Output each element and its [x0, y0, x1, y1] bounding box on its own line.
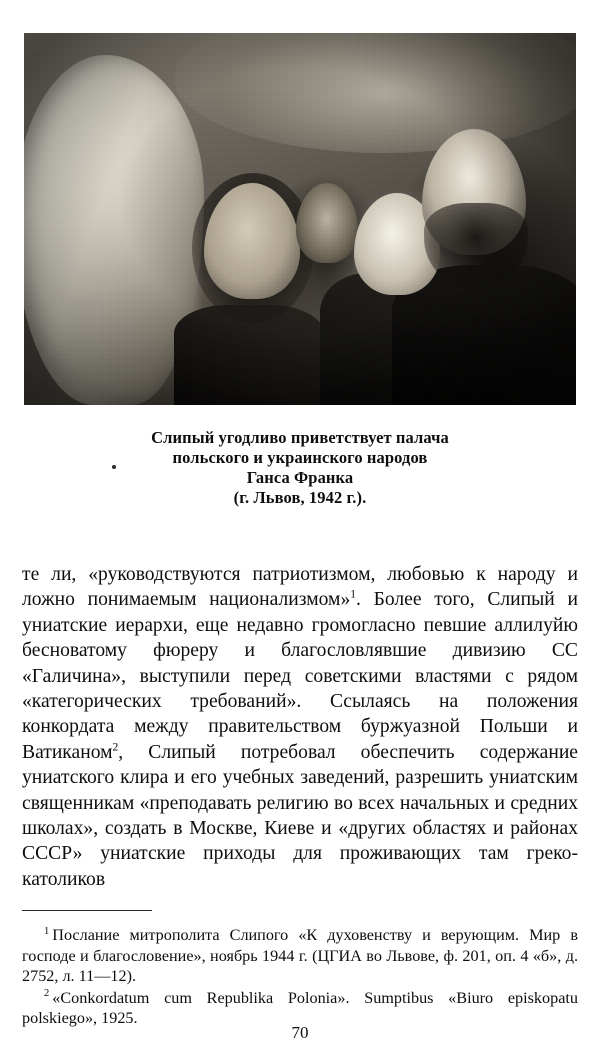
footnote-separator: [22, 910, 152, 911]
page-ink-mark: [112, 465, 116, 469]
historical-photograph: [24, 33, 576, 405]
body-text: [22, 562, 578, 892]
photo-image: [24, 33, 576, 405]
footnote-reference-2: 2: [112, 741, 119, 754]
footnote-text-2: «Conkordatum cum Republika Polonia». Sumptibus «Biuro episkopatu polskiego», 1925.: [22, 988, 578, 1028]
caption-line-3: Ганса Франка: [246, 468, 354, 487]
body-paragraph: [22, 562, 578, 892]
body-text-part-2: . Более того, Слипый и униатские иерархи, еще недавно громогласно певшие аллилуйю бесноватому фюреру и благословлявшие дивизию СС «Галичина», выступили перед советскими властями с рядом «категорических требований». Ссылаясь на положения конкордата между правительством буржуазной Польши и Ватиканом: [22, 589, 578, 763]
body-text-part-1: те ли, «руководствуются патриотизмом, любовью к народу и ложно понимаемым национализмом»: [22, 564, 578, 611]
body-text-part-3: , Слипый потребовал обеспечить содержание униатского клира и его учебных заведений, разрешить униатским священникам «преподавать религию во всех начальных и средних школах», создать в Москве, Киеве и «других областях и районах СССР» униатские приходы для проживающих там греко-католиков: [22, 741, 578, 890]
footnotes-section: [22, 925, 578, 1029]
footnote-reference-1: 1: [350, 588, 356, 601]
photo-grain-texture: [24, 33, 576, 405]
caption-line-4: (г. Львов, 1942 г.).: [233, 488, 367, 507]
caption-line-1: Слипый угодливо приветствует палача: [151, 428, 449, 447]
footnote-marker-1: 1: [44, 925, 50, 937]
footnote-marker-2: 2: [44, 988, 50, 1000]
caption-line-2: польского и украинского народов: [172, 448, 428, 467]
footnote-text-1: Послание митрополита Слипого «К духовенству и верующим. Мир в господе и благословение», ноябрь 1944 г. (ЦГИА во Львове, ф. 201, оп. 4 «б», д. 2752, л. 11—12).: [22, 926, 578, 986]
footnote-1: [22, 925, 578, 987]
page-number: 70: [291, 1023, 309, 1042]
photo-caption: [24, 428, 576, 508]
